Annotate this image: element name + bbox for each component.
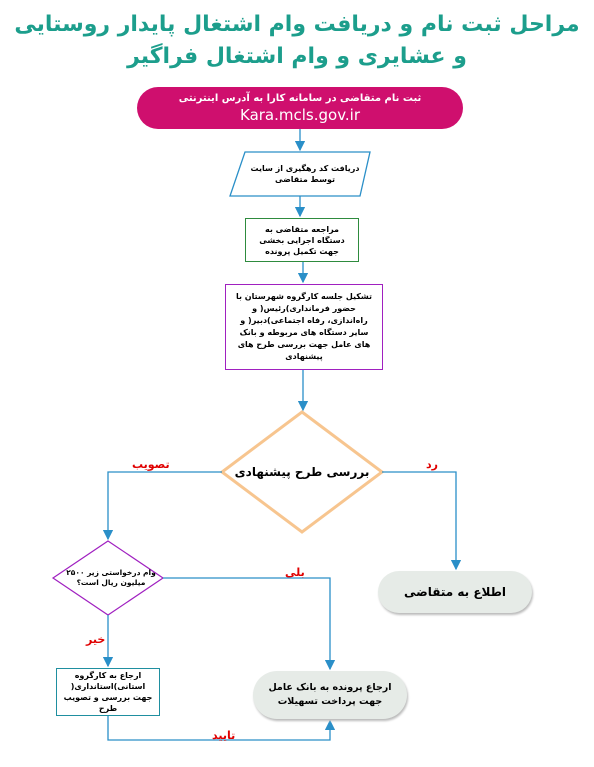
inform-applicant-node: اطلاع به متقاضی bbox=[378, 571, 532, 613]
loan-question-label: وام درخواستی زیر ۲۵۰۰ میلیون ریال است؟ bbox=[66, 568, 156, 587]
edge-review-approve bbox=[108, 472, 222, 539]
refer-provincial-node: ارجاع به کارگروه استانی)استانداری( جهت بررسی و تصویب طرح bbox=[56, 668, 160, 716]
review-decision-label: بررسی طرح پیشنهادی bbox=[234, 465, 370, 479]
edge-loan-yes bbox=[163, 578, 330, 669]
refer-executive-node: مراجعه متقاضی به دستگاه اجرایی بخشی جهت تکمیل پرونده bbox=[245, 218, 359, 262]
start-register-label: ثبت نام متقاضی در سامانه کارا به آدرس اینترنتی bbox=[178, 92, 422, 104]
label-yes: بلی bbox=[285, 566, 305, 579]
page-title-line-2: و عشایری و وام اشتغال فراگیر bbox=[127, 44, 467, 69]
tracking-code-node: دریافت کد رهگیری از سایت توسط متقاضی bbox=[250, 164, 360, 184]
meeting-node: تشکیل جلسه کارگروه شهرستان با حضور فرمانداری)رئیس( و راه‌اندازی، رفاه اجتماعی)دبیر( و سایر دستگاه های مربوطه و بانک های عامل جهت بررسی طرح های پیشنهادی bbox=[225, 284, 383, 370]
refer-bank-node: ارجاع پرونده به بانک عامل جهت پرداخت تسهیلات bbox=[253, 671, 407, 719]
label-reject: رد bbox=[426, 458, 438, 471]
edge-review-reject bbox=[382, 472, 456, 569]
label-no: خیر bbox=[86, 633, 106, 646]
page-title-line-1: مراحل ثبت نام و دریافت وام اشتغال پایدار روستایی bbox=[14, 12, 580, 37]
start-register-url: Kara.mcls.gov.ir bbox=[240, 105, 361, 124]
start-register-node bbox=[137, 87, 463, 129]
label-confirm: تایید bbox=[212, 729, 236, 742]
label-approve: تصویب bbox=[132, 458, 170, 471]
